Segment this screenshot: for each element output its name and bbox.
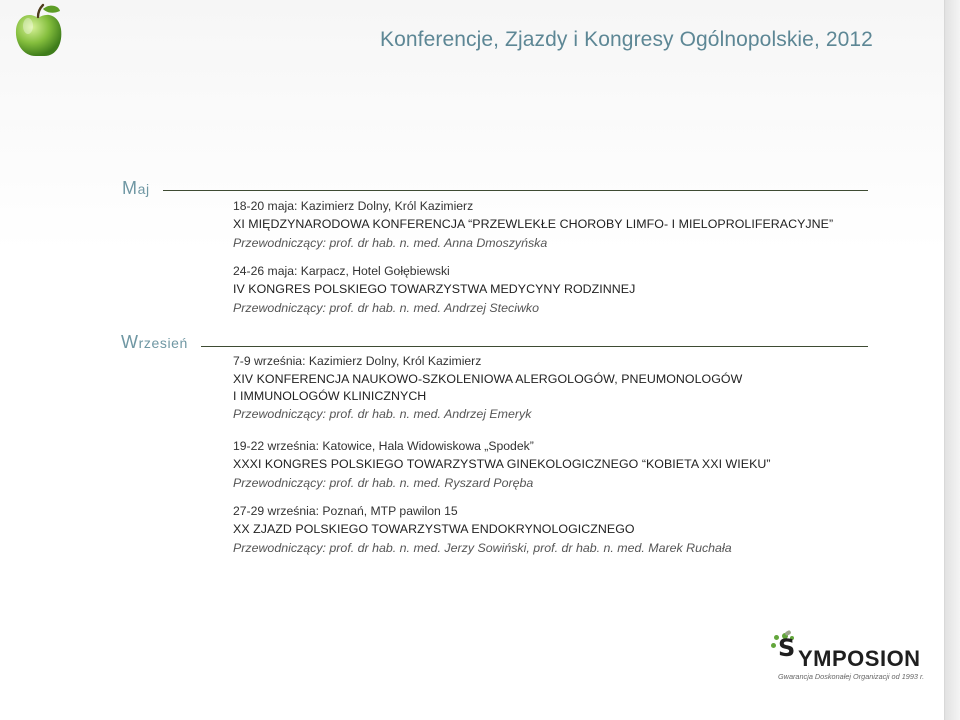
event-date: 18-20 maja: Kazimierz Dolny, Król Kazimierz [233, 199, 474, 213]
event-title: IV KONGRES POLSKIEGO TOWARZYSTWA MEDYCYNY RODZINNEJ [233, 282, 636, 297]
logo-tagline: Gwarancja Doskonałej Organizacji od 1993 r. [778, 672, 925, 681]
event-title: XI MIĘDZYNARODOWA KONFERENCJA “PRZEWLEKŁE CHOROBY LIMFO- I MIELOPROLIFERACYJNE” [233, 217, 834, 232]
event-chair: Przewodniczący: prof. dr hab. n. med. Jerzy Sowiński, prof. dr hab. n. med. Marek Ruchała [233, 540, 732, 555]
slide-title: Konferencje, Zjazdy i Kongresy Ogólnopolskie, 2012 [380, 28, 873, 51]
month-label-maj [122, 178, 150, 199]
logo-text: YMPOSION [798, 646, 921, 671]
month-divider-maj [163, 190, 868, 191]
event-date: 24-26 maja: Karpacz, Hotel Gołębiewski [233, 264, 450, 278]
right-edge-strip [944, 0, 960, 720]
event-wrzesien-2 [233, 440, 913, 489]
event-title: XIV KONFERENCJA NAUKOWO-SZKOLENIOWA ALERGOLOGÓW, PNEUMONOLOGÓW [233, 372, 743, 387]
event-title: XXXI KONGRES POLSKIEGO TOWARZYSTWA GINEKOLOGICZNEGO “KOBIETA XXI WIEKU” [233, 457, 771, 472]
event-wrzesien-3 [233, 505, 913, 554]
event-maj-2 [233, 265, 913, 314]
event-maj-1 [233, 200, 913, 249]
symposion-logo [770, 628, 926, 688]
month-remaining-text: rzesień [138, 335, 188, 351]
apple-icon [10, 2, 66, 60]
event-wrzesien-1 [233, 355, 913, 420]
event-chair: Przewodniczący: prof. dr hab. n. med. Andrzej Steciwko [233, 300, 540, 315]
month-label-wrzesien [121, 332, 188, 353]
event-chair: Przewodniczący: prof. dr hab. n. med. Anna Dmoszyńska [233, 235, 548, 250]
event-title: XX ZJAZD POLSKIEGO TOWARZYSTWA ENDOKRYNOLOGICZNEGO [233, 522, 635, 537]
month-label-text [122, 178, 150, 198]
event-date: 7-9 września: Kazimierz Dolny, Król Kazimierz [233, 354, 482, 368]
logo-mark-letter: S [778, 634, 796, 662]
event-chair: Przewodniczący: prof. dr hab. n. med. Andrzej Emeryk [233, 407, 532, 422]
event-date: 27-29 września: Poznań, MTP pawilon 15 [233, 504, 458, 518]
month-label-text [121, 332, 188, 352]
event-title-line-2: I IMMUNOLOGÓW KLINICZNYCH [233, 388, 427, 403]
month-initial: M [122, 178, 138, 198]
event-date: 19-22 września: Katowice, Hala Widowiskowa „Spodek” [233, 439, 534, 453]
month-initial: W [121, 332, 139, 352]
logo-dot [771, 643, 776, 648]
month-remaining-text: aj [137, 181, 150, 197]
event-chair: Przewodniczący: prof. dr hab. n. med. Ryszard Poręba [233, 475, 534, 490]
month-divider-wrzesien [201, 346, 868, 347]
